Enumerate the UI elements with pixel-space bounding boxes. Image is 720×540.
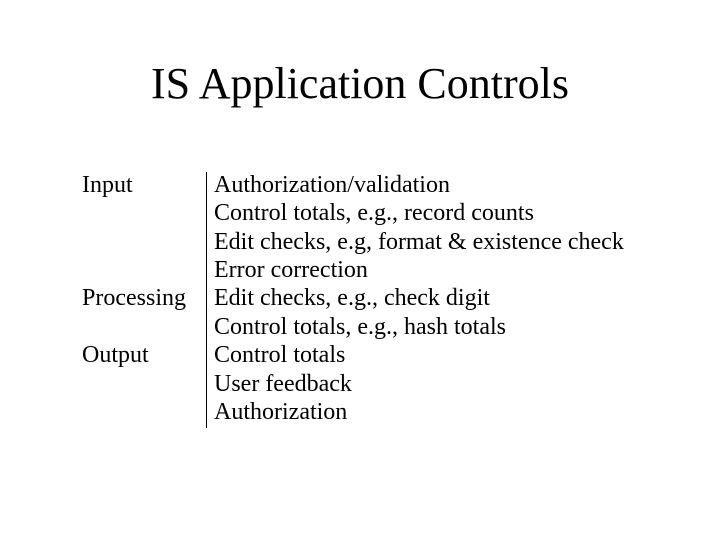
control-item: Edit checks, e.g., check digit (214, 285, 490, 311)
control-item: Authorization/validation (214, 172, 450, 198)
control-item: Error correction (214, 257, 368, 283)
column-divider (206, 172, 207, 428)
control-item: Control totals (214, 342, 346, 368)
control-item: Control totals, e.g., record counts (214, 200, 534, 226)
category-processing: Processing (82, 285, 186, 311)
control-item: Control totals, e.g., hash totals (214, 314, 506, 340)
controls-table (0, 170, 720, 432)
category-input: Input (82, 172, 133, 198)
control-item: User feedback (214, 371, 352, 397)
slide-title: IS Application Controls (151, 59, 569, 108)
control-item: Authorization (214, 399, 348, 425)
control-item: Edit checks, e.g, format & existence check (214, 229, 624, 255)
category-output: Output (82, 342, 149, 368)
